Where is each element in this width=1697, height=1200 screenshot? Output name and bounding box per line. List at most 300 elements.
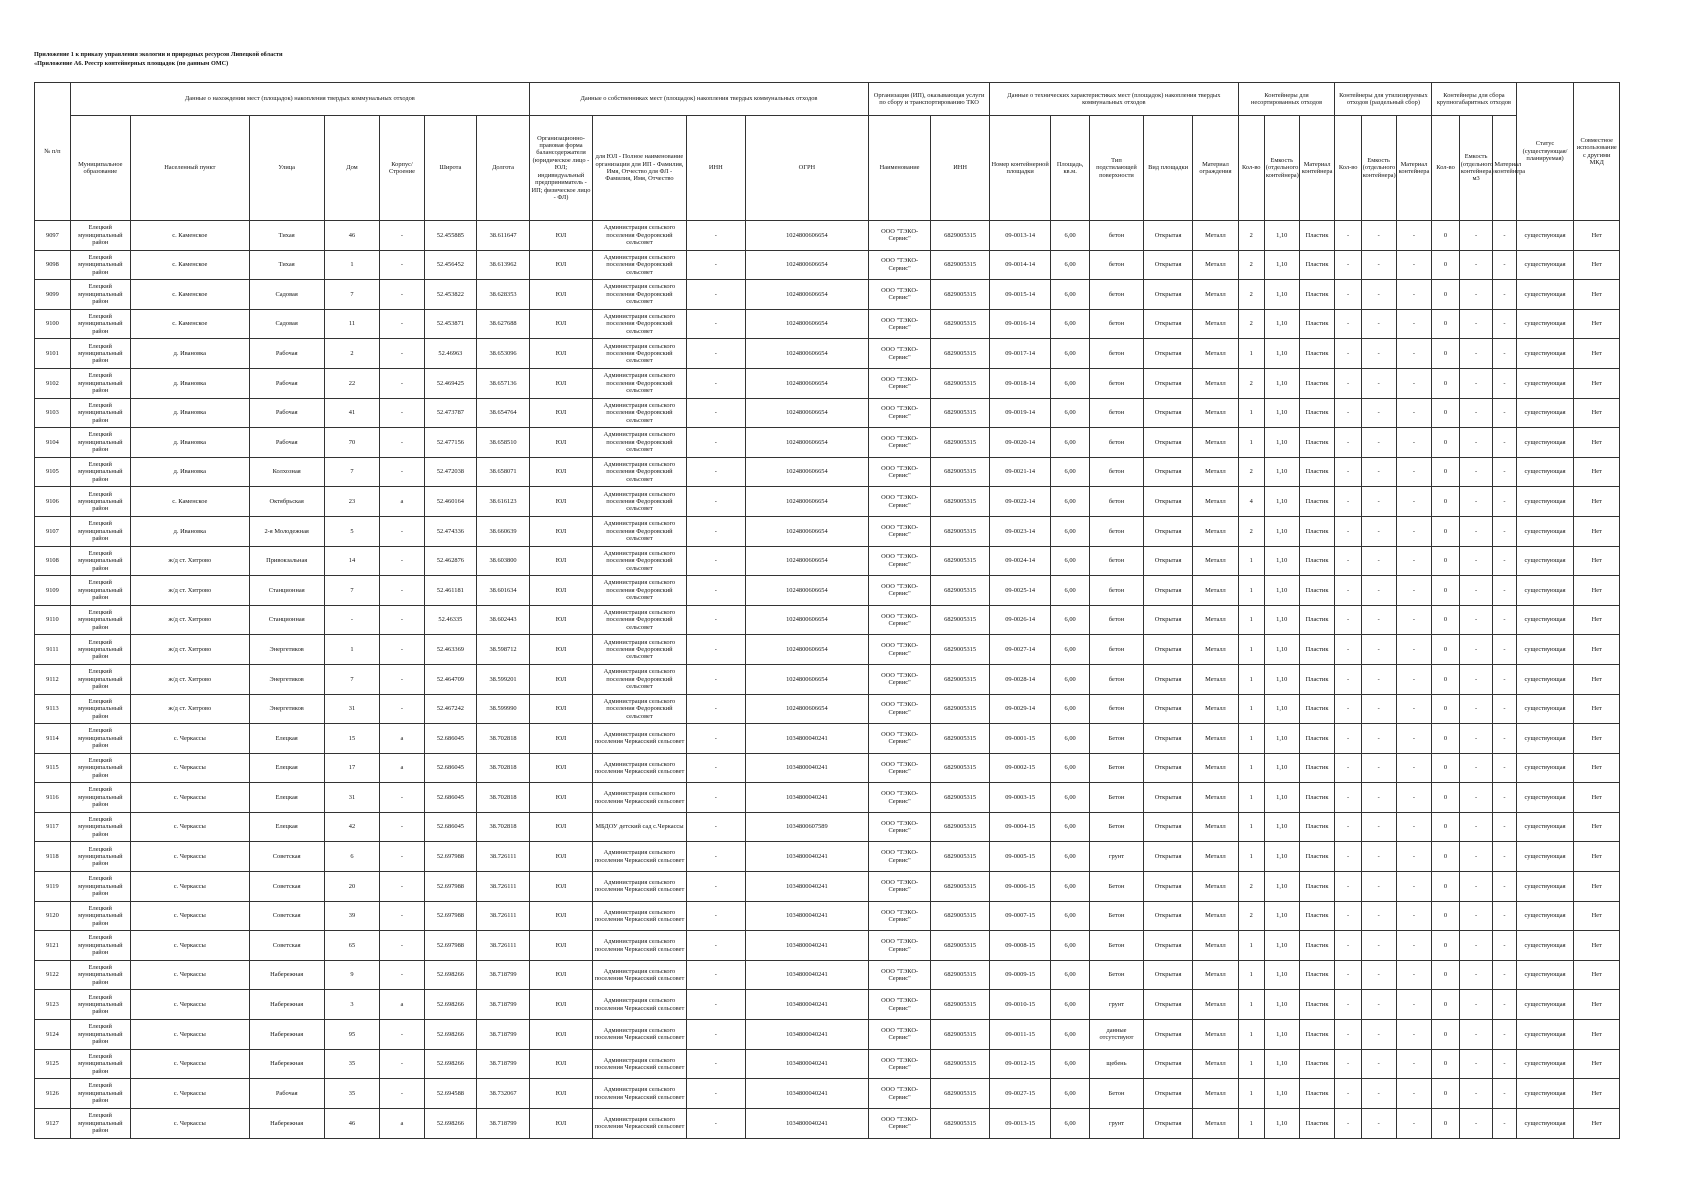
table-cell: Пластик bbox=[1299, 309, 1335, 339]
table-cell: ООО "ТЭКО-Сервис" bbox=[869, 250, 931, 280]
table-cell: - bbox=[1396, 842, 1432, 872]
table-cell: 1 bbox=[1238, 339, 1264, 369]
table-cell: 9121 bbox=[35, 931, 71, 961]
table-cell: 52.46963 bbox=[424, 339, 477, 369]
table-cell: Нет bbox=[1574, 753, 1620, 783]
table-cell: - bbox=[1493, 960, 1516, 990]
table-cell: 6,00 bbox=[1051, 931, 1090, 961]
table-cell: существующая bbox=[1516, 635, 1574, 665]
col-ogrn-header: ОГРН bbox=[745, 116, 868, 221]
table-cell: ЮЛ bbox=[529, 398, 592, 428]
table-cell: - bbox=[1335, 960, 1361, 990]
table-cell: 6829005315 bbox=[931, 960, 990, 990]
table-cell: - bbox=[686, 398, 745, 428]
table-cell: с. Черкассы bbox=[130, 783, 249, 813]
table-cell: 6829005315 bbox=[931, 398, 990, 428]
table-cell: Металл bbox=[1193, 724, 1238, 754]
group-location-header: Данные о нахождении мест (площадок) накопления твердых коммунальных отходов bbox=[70, 83, 529, 116]
table-cell: Рабочая bbox=[249, 428, 324, 458]
table-cell: - bbox=[1361, 990, 1396, 1020]
table-cell: грунт bbox=[1090, 842, 1144, 872]
table-cell: ООО "ТЭКО-Сервис" bbox=[869, 339, 931, 369]
table-cell: 09-0026-14 bbox=[990, 605, 1051, 635]
table-cell: Администрация сельского поселения Черкасский сельсовет bbox=[593, 990, 687, 1020]
table-cell: 0 bbox=[1432, 1108, 1459, 1138]
table-cell: - bbox=[1335, 931, 1361, 961]
table-cell: - bbox=[686, 1108, 745, 1138]
table-cell: - bbox=[1459, 576, 1493, 606]
table-cell: Пластик bbox=[1299, 664, 1335, 694]
table-cell: - bbox=[1396, 1049, 1432, 1079]
table-cell: Администрация сельского поселения Федоровский сельсовет bbox=[593, 309, 687, 339]
table-cell: - bbox=[686, 842, 745, 872]
col-s-volume-header: Емкость (отдельного контейнера) bbox=[1264, 116, 1299, 221]
table-cell: - bbox=[380, 576, 424, 606]
table-cell: 6829005315 bbox=[931, 842, 990, 872]
table-cell: - bbox=[1335, 1049, 1361, 1079]
table-row bbox=[35, 812, 1620, 842]
table-cell: Елецкая bbox=[249, 724, 324, 754]
table-cell: 2 bbox=[1238, 250, 1264, 280]
table-cell: Елецкий муниципальный район bbox=[70, 428, 130, 458]
table-cell: 0 bbox=[1432, 368, 1459, 398]
table-cell: 6,00 bbox=[1051, 398, 1090, 428]
table-cell: - bbox=[1396, 812, 1432, 842]
table-cell: Нет bbox=[1574, 990, 1620, 1020]
table-cell: 1 bbox=[1238, 783, 1264, 813]
table-cell: - bbox=[1459, 812, 1493, 842]
table-cell: 1034800040241 bbox=[745, 753, 868, 783]
table-cell: ООО "ТЭКО-Сервис" bbox=[869, 368, 931, 398]
table-cell: - bbox=[686, 901, 745, 931]
table-cell: - bbox=[1459, 546, 1493, 576]
table-cell: 2 bbox=[1238, 516, 1264, 546]
table-cell: 1 bbox=[1238, 428, 1264, 458]
table-cell: бетон bbox=[1090, 516, 1144, 546]
table-cell: Открытая bbox=[1143, 339, 1192, 369]
table-cell: - bbox=[1361, 960, 1396, 990]
col-u-volume-header: Емкость (отдельного контейнера) bbox=[1361, 116, 1396, 221]
table-cell: существующая bbox=[1516, 546, 1574, 576]
table-cell: Пластик bbox=[1299, 457, 1335, 487]
col-b-count-header: Кол-во bbox=[1432, 116, 1459, 221]
table-cell: ЮЛ bbox=[529, 812, 592, 842]
table-cell: бетон bbox=[1090, 280, 1144, 310]
table-body bbox=[35, 221, 1620, 1139]
table-cell: 1034800040241 bbox=[745, 1049, 868, 1079]
table-cell: 09-0017-14 bbox=[990, 339, 1051, 369]
table-cell: существующая bbox=[1516, 960, 1574, 990]
table-cell: Елецкий муниципальный район bbox=[70, 457, 130, 487]
table-cell: 35 bbox=[324, 1049, 380, 1079]
table-cell: 38.603800 bbox=[477, 546, 530, 576]
table-cell: существующая bbox=[1516, 1079, 1574, 1109]
table-cell: существующая bbox=[1516, 990, 1574, 1020]
table-cell: 1024800606654 bbox=[745, 605, 868, 635]
table-cell: Станционная bbox=[249, 576, 324, 606]
table-cell: - bbox=[686, 664, 745, 694]
table-cell: Металл bbox=[1193, 635, 1238, 665]
table-cell: 38.718799 bbox=[477, 960, 530, 990]
table-cell: - bbox=[686, 280, 745, 310]
table-cell: Нет bbox=[1574, 960, 1620, 990]
table-cell: Елецкий муниципальный район bbox=[70, 1108, 130, 1138]
table-cell: - bbox=[1361, 753, 1396, 783]
table-cell: 1,10 bbox=[1264, 842, 1299, 872]
table-cell: бетон bbox=[1090, 250, 1144, 280]
group-owner-header: Данные о собственниках мест (площадок) накопления твердых коммунальных отходов bbox=[529, 83, 868, 116]
table-cell: бетон bbox=[1090, 576, 1144, 606]
table-cell: 1 bbox=[1238, 605, 1264, 635]
table-cell: ООО "ТЭКО-Сервис" bbox=[869, 753, 931, 783]
table-cell: - bbox=[1396, 694, 1432, 724]
table-cell: - bbox=[1361, 605, 1396, 635]
table-cell: существующая bbox=[1516, 1108, 1574, 1138]
table-cell: 1,10 bbox=[1264, 960, 1299, 990]
table-cell: Металл bbox=[1193, 812, 1238, 842]
table-cell: ЮЛ bbox=[529, 280, 592, 310]
col-u-material-header: Материал контейнера bbox=[1396, 116, 1432, 221]
table-cell: Пластик bbox=[1299, 280, 1335, 310]
table-cell: - bbox=[1335, 576, 1361, 606]
table-cell: - bbox=[1361, 576, 1396, 606]
table-row bbox=[35, 753, 1620, 783]
col-org-name-header: Наименование bbox=[869, 116, 931, 221]
col-u-count-header: Кол-во bbox=[1335, 116, 1361, 221]
table-cell: Нет bbox=[1574, 576, 1620, 606]
table-cell: - bbox=[1493, 990, 1516, 1020]
table-cell: ЮЛ bbox=[529, 576, 592, 606]
table-cell: с. Черкассы bbox=[130, 842, 249, 872]
table-cell: - bbox=[1459, 664, 1493, 694]
table-cell: Металл bbox=[1193, 221, 1238, 251]
table-cell: - bbox=[1396, 1079, 1432, 1109]
table-cell: Открытая bbox=[1143, 605, 1192, 635]
table-cell: - bbox=[686, 872, 745, 902]
table-cell: Елецкий муниципальный район bbox=[70, 576, 130, 606]
table-cell: 14 bbox=[324, 546, 380, 576]
table-cell: 09-0001-15 bbox=[990, 724, 1051, 754]
table-cell: 1024800606654 bbox=[745, 546, 868, 576]
table-cell: - bbox=[1361, 1020, 1396, 1050]
table-cell: 9127 bbox=[35, 1108, 71, 1138]
table-cell: Пластик bbox=[1299, 1020, 1335, 1050]
table-row bbox=[35, 398, 1620, 428]
table-cell: Нет bbox=[1574, 1079, 1620, 1109]
table-cell: ООО "ТЭКО-Сервис" bbox=[869, 842, 931, 872]
table-cell: - bbox=[1396, 339, 1432, 369]
table-cell: ООО "ТЭКО-Сервис" bbox=[869, 1020, 931, 1050]
table-cell: 52.46335 bbox=[424, 605, 477, 635]
table-cell: 20 bbox=[324, 872, 380, 902]
table-head bbox=[35, 83, 1620, 221]
table-cell: 6,00 bbox=[1051, 1049, 1090, 1079]
table-cell: 6829005315 bbox=[931, 368, 990, 398]
table-cell: 09-0024-14 bbox=[990, 546, 1051, 576]
table-cell: Елецкая bbox=[249, 753, 324, 783]
table-cell: 9103 bbox=[35, 398, 71, 428]
table-cell: бетон bbox=[1090, 664, 1144, 694]
table-row bbox=[35, 1108, 1620, 1138]
table-cell: 52.469425 bbox=[424, 368, 477, 398]
table-cell: Набережная bbox=[249, 990, 324, 1020]
table-cell: - bbox=[1361, 812, 1396, 842]
table-cell: - bbox=[1335, 605, 1361, 635]
table-cell: - bbox=[1493, 812, 1516, 842]
table-cell: д. Ивановка bbox=[130, 428, 249, 458]
table-cell: - bbox=[380, 457, 424, 487]
col-s-count-header: Кол-во bbox=[1238, 116, 1264, 221]
table-cell: 6,00 bbox=[1051, 457, 1090, 487]
table-cell: 6829005315 bbox=[931, 901, 990, 931]
table-cell: 9125 bbox=[35, 1049, 71, 1079]
table-cell: - bbox=[1361, 221, 1396, 251]
table-cell: 0 bbox=[1432, 487, 1459, 517]
table-cell: 1,10 bbox=[1264, 605, 1299, 635]
table-cell: 6,00 bbox=[1051, 487, 1090, 517]
table-cell: 9100 bbox=[35, 309, 71, 339]
table-cell: 09-0007-15 bbox=[990, 901, 1051, 931]
table-cell: ООО "ТЭКО-Сервис" bbox=[869, 280, 931, 310]
table-cell: 70 bbox=[324, 428, 380, 458]
table-cell: Елецкий муниципальный район bbox=[70, 1020, 130, 1050]
group-org-header: Организация (ИП), оказывающая услуги по сбору и транспортированию ТКО bbox=[869, 83, 990, 116]
table-cell: существующая bbox=[1516, 812, 1574, 842]
table-cell: Елецкий муниципальный район bbox=[70, 605, 130, 635]
table-cell: 6,00 bbox=[1051, 576, 1090, 606]
table-cell: - bbox=[1459, 783, 1493, 813]
table-cell: Открытая bbox=[1143, 694, 1192, 724]
table-cell: 52.474336 bbox=[424, 516, 477, 546]
table-cell: 09-0022-14 bbox=[990, 487, 1051, 517]
table-cell: бетон bbox=[1090, 605, 1144, 635]
table-cell: грунт bbox=[1090, 990, 1144, 1020]
table-cell: - bbox=[1459, 694, 1493, 724]
table-cell: 0 bbox=[1432, 339, 1459, 369]
table-cell: 6829005315 bbox=[931, 339, 990, 369]
header-line-1: Приложение 1 к приказу управления экологии и природных ресурсов Липецкой области bbox=[34, 51, 283, 58]
table-cell: 1,10 bbox=[1264, 872, 1299, 902]
table-cell: - bbox=[1361, 546, 1396, 576]
col-fence-header: Материал ограждения bbox=[1193, 116, 1238, 221]
table-cell: 35 bbox=[324, 1079, 380, 1109]
table-cell: 2 bbox=[1238, 309, 1264, 339]
table-row bbox=[35, 250, 1620, 280]
table-cell: Открытая bbox=[1143, 664, 1192, 694]
table-row bbox=[35, 368, 1620, 398]
table-row bbox=[35, 724, 1620, 754]
table-cell: бетон bbox=[1090, 457, 1144, 487]
table-cell: ЮЛ bbox=[529, 309, 592, 339]
table-cell: Набережная bbox=[249, 1049, 324, 1079]
table-cell: - bbox=[380, 812, 424, 842]
table-cell: Пластик bbox=[1299, 694, 1335, 724]
col-lat-header: Широта bbox=[424, 116, 477, 221]
header-sub-row bbox=[35, 116, 1620, 221]
table-cell: 1,10 bbox=[1264, 516, 1299, 546]
table-cell: 2 bbox=[1238, 280, 1264, 310]
table-cell: - bbox=[686, 960, 745, 990]
table-cell: - bbox=[1459, 428, 1493, 458]
table-cell: Елецкий муниципальный район bbox=[70, 309, 130, 339]
table-cell: Администрация сельского поселения Черкасский сельсовет bbox=[593, 1020, 687, 1050]
table-cell: Пластик bbox=[1299, 250, 1335, 280]
table-cell: 9101 bbox=[35, 339, 71, 369]
table-cell: 09-0028-14 bbox=[990, 664, 1051, 694]
table-cell: Администрация сельского поселения Черкасский сельсовет bbox=[593, 931, 687, 961]
table-cell: 2 bbox=[324, 339, 380, 369]
table-cell: - bbox=[1335, 1020, 1361, 1050]
group-tech-header: Данные о технических характеристиках мест (площадок) накопления твердых коммунальных отходов bbox=[990, 83, 1238, 116]
table-cell: существующая bbox=[1516, 487, 1574, 517]
table-cell: Администрация сельского поселения Федоровский сельсовет bbox=[593, 605, 687, 635]
table-cell: - bbox=[1361, 783, 1396, 813]
table-cell: 52.698266 bbox=[424, 1020, 477, 1050]
table-cell: - bbox=[686, 1049, 745, 1079]
table-cell: 6829005315 bbox=[931, 457, 990, 487]
table-cell: 38.660639 bbox=[477, 516, 530, 546]
table-cell: Администрация сельского поселения Черкасский сельсовет bbox=[593, 842, 687, 872]
table-cell: 9 bbox=[324, 960, 380, 990]
table-cell: 0 bbox=[1432, 1079, 1459, 1109]
table-row bbox=[35, 487, 1620, 517]
table-cell: - bbox=[1459, 872, 1493, 902]
table-cell: с. Черкассы bbox=[130, 753, 249, 783]
table-cell: Елецкий муниципальный район bbox=[70, 872, 130, 902]
table-cell: 6829005315 bbox=[931, 221, 990, 251]
table-cell: существующая bbox=[1516, 398, 1574, 428]
table-cell: 1,10 bbox=[1264, 1079, 1299, 1109]
table-cell: Советская bbox=[249, 901, 324, 931]
table-cell: 23 bbox=[324, 487, 380, 517]
table-cell: 1,10 bbox=[1264, 457, 1299, 487]
table-cell: - bbox=[1493, 487, 1516, 517]
table-cell: 1024800606654 bbox=[745, 664, 868, 694]
table-cell: Пластик bbox=[1299, 1079, 1335, 1109]
table-cell: 39 bbox=[324, 901, 380, 931]
table-cell: - bbox=[1335, 872, 1361, 902]
table-cell: Советская bbox=[249, 872, 324, 902]
table-cell: ЮЛ bbox=[529, 990, 592, 1020]
table-cell: 1,10 bbox=[1264, 753, 1299, 783]
table-cell: ООО "ТЭКО-Сервис" bbox=[869, 724, 931, 754]
table-cell: Администрация сельского поселения Черкасский сельсовет bbox=[593, 724, 687, 754]
table-cell: Открытая bbox=[1143, 724, 1192, 754]
table-cell: Металл bbox=[1193, 309, 1238, 339]
table-cell: 46 bbox=[324, 221, 380, 251]
table-cell: Елецкий муниципальный район bbox=[70, 1049, 130, 1079]
col-house-header: Дом bbox=[324, 116, 380, 221]
table-cell: Нет bbox=[1574, 931, 1620, 961]
table-cell: Металл bbox=[1193, 250, 1238, 280]
table-cell: 2 bbox=[1238, 368, 1264, 398]
table-cell: Елецкая bbox=[249, 812, 324, 842]
table-cell: 38.702818 bbox=[477, 783, 530, 813]
table-cell: 6,00 bbox=[1051, 960, 1090, 990]
table-cell: - bbox=[1493, 842, 1516, 872]
table-cell: - bbox=[1396, 1108, 1432, 1138]
table-cell: ж/д ст. Хитрово bbox=[130, 576, 249, 606]
table-cell: - bbox=[1396, 398, 1432, 428]
table-cell: - bbox=[1361, 339, 1396, 369]
table-cell: бетон bbox=[1090, 221, 1144, 251]
table-cell: Открытая bbox=[1143, 368, 1192, 398]
table-cell: - bbox=[1361, 487, 1396, 517]
table-cell: Металл bbox=[1193, 368, 1238, 398]
table-cell: - bbox=[1493, 931, 1516, 961]
table-cell: Нет bbox=[1574, 635, 1620, 665]
table-cell: Бетон bbox=[1090, 960, 1144, 990]
table-cell: - bbox=[380, 901, 424, 931]
table-cell: Энергетиков bbox=[249, 664, 324, 694]
table-cell: Бетон bbox=[1090, 753, 1144, 783]
table-cell: - bbox=[1396, 872, 1432, 902]
table-cell: с. Черкассы bbox=[130, 812, 249, 842]
table-cell: Открытая bbox=[1143, 516, 1192, 546]
table-cell: 1 bbox=[1238, 1079, 1264, 1109]
table-cell: 9097 bbox=[35, 221, 71, 251]
table-cell: 1 bbox=[324, 250, 380, 280]
table-cell: Администрация сельского поселения Черкасский сельсовет bbox=[593, 960, 687, 990]
table-cell: Советская bbox=[249, 931, 324, 961]
table-cell: Администрация сельского поселения Черкасский сельсовет bbox=[593, 901, 687, 931]
table-cell: ООО "ТЭКО-Сервис" bbox=[869, 664, 931, 694]
table-cell: Открытая bbox=[1143, 812, 1192, 842]
table-cell: с. Черкассы bbox=[130, 901, 249, 931]
table-cell: 9126 bbox=[35, 1079, 71, 1109]
table-cell: существующая bbox=[1516, 1020, 1574, 1050]
header-line-2: «Приложение А6. Реестр контейнерных площадок (по данным ОМС) bbox=[34, 59, 229, 67]
table-cell: - bbox=[380, 1020, 424, 1050]
table-cell: 6829005315 bbox=[931, 487, 990, 517]
table-cell: ООО "ТЭКО-Сервис" bbox=[869, 960, 931, 990]
table-cell: 9118 bbox=[35, 842, 71, 872]
table-row bbox=[35, 457, 1620, 487]
table-cell: существующая bbox=[1516, 753, 1574, 783]
table-cell: - bbox=[1396, 1020, 1432, 1050]
table-cell: Нет bbox=[1574, 368, 1620, 398]
table-cell: Пластик bbox=[1299, 546, 1335, 576]
table-cell: с. Черкассы bbox=[130, 872, 249, 902]
table-cell: 1 bbox=[1238, 753, 1264, 783]
table-cell: 0 bbox=[1432, 753, 1459, 783]
table-cell: 6829005315 bbox=[931, 576, 990, 606]
table-cell: - bbox=[1493, 724, 1516, 754]
table-cell: 6,00 bbox=[1051, 872, 1090, 902]
table-cell: - bbox=[1459, 309, 1493, 339]
table-cell: 9116 bbox=[35, 783, 71, 813]
table-cell: - bbox=[1459, 398, 1493, 428]
table-cell: - bbox=[1335, 990, 1361, 1020]
table-cell: Привокзальная bbox=[249, 546, 324, 576]
table-cell: - bbox=[1335, 309, 1361, 339]
table-cell: 52.698266 bbox=[424, 1108, 477, 1138]
table-cell: МБДОУ детский сад с.Черкассы bbox=[593, 812, 687, 842]
table-cell: - bbox=[1335, 368, 1361, 398]
table-cell: 9105 bbox=[35, 457, 71, 487]
table-cell: - bbox=[1396, 487, 1432, 517]
table-cell: Администрация сельского поселения Черкасский сельсовет bbox=[593, 1108, 687, 1138]
table-cell: 6,00 bbox=[1051, 339, 1090, 369]
table-cell: Пластик bbox=[1299, 221, 1335, 251]
table-cell: 52.472038 bbox=[424, 457, 477, 487]
table-cell: ООО "ТЭКО-Сервис" bbox=[869, 872, 931, 902]
table-cell: - bbox=[1361, 724, 1396, 754]
table-cell: - bbox=[380, 872, 424, 902]
table-cell: 09-0018-14 bbox=[990, 368, 1051, 398]
table-cell: 52.460164 bbox=[424, 487, 477, 517]
table-cell: - bbox=[1335, 516, 1361, 546]
